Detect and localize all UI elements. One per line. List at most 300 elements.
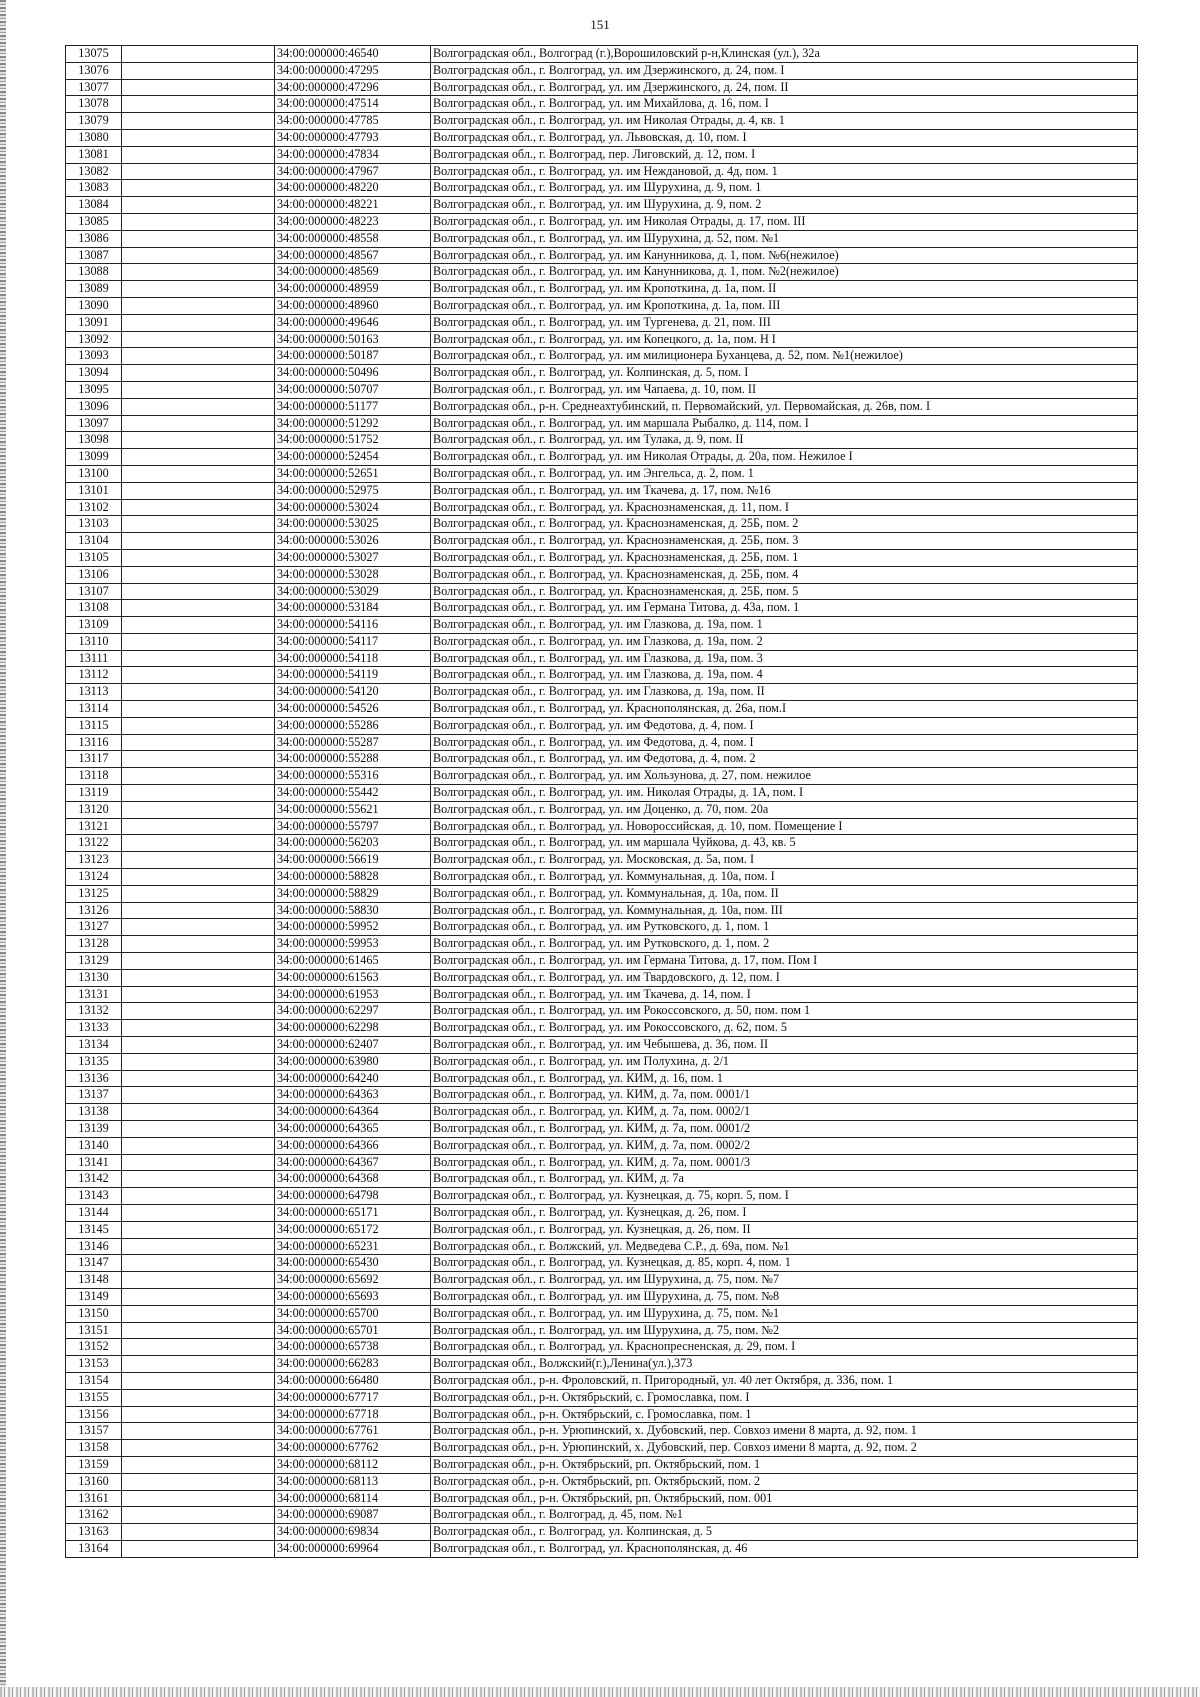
table-row [66,1053,1138,1070]
address-cell: Волгоградская обл., р-н. Урюпинский, х. Дубовский, пер. Совхоз имени 8 марта, д. 92, пом. 1 [431,1423,1138,1440]
row-number-cell: 13120 [66,801,122,818]
table-row [66,734,1138,751]
cadastral-number-cell: 34:00:000000:65700 [275,1305,431,1322]
row-number-cell: 13124 [66,869,122,886]
blank-cell [122,583,275,600]
table-row [66,751,1138,768]
table-row [66,213,1138,230]
blank-cell [122,1087,275,1104]
cadastral-number-cell: 34:00:000000:67762 [275,1440,431,1457]
cadastral-number-cell: 34:00:000000:51292 [275,415,431,432]
table-row [66,902,1138,919]
blank-cell [122,1221,275,1238]
address-cell: Волгоградская обл., г. Волгоград, ул. им Рутковского, д. 1, пом. 2 [431,936,1138,953]
blank-cell [122,566,275,583]
address-cell: Волгоградская обл., г. Волгоград, ул. Кузнецкая, д. 26, пом. I [431,1204,1138,1221]
address-cell: Волгоградская обл., г. Волгоград, ул. КИМ, д. 7а, пом. 0002/2 [431,1137,1138,1154]
blank-cell [122,113,275,130]
cadastral-number-cell: 34:00:000000:52651 [275,465,431,482]
cadastral-number-cell: 34:00:000000:52454 [275,449,431,466]
cadastral-number-cell: 34:00:000000:52975 [275,482,431,499]
page-number: 151 [590,17,610,32]
blank-cell [122,146,275,163]
blank-cell [122,1456,275,1473]
table-row [66,969,1138,986]
address-cell: Волгоградская обл., г. Волжский, ул. Медведева С.Р., д. 69а, пом. №1 [431,1238,1138,1255]
cadastral-number-cell: 34:00:000000:53028 [275,566,431,583]
cadastral-number-cell: 34:00:000000:59952 [275,919,431,936]
table-row [66,1339,1138,1356]
row-number-cell: 13112 [66,667,122,684]
cadastral-number-cell: 34:00:000000:67718 [275,1406,431,1423]
row-number-cell: 13123 [66,852,122,869]
blank-cell [122,1423,275,1440]
row-number-cell: 13163 [66,1524,122,1541]
blank-cell [122,1255,275,1272]
row-number-cell: 13150 [66,1305,122,1322]
table-row [66,1070,1138,1087]
address-cell: Волгоградская обл., г. Волгоград, ул. им Тургенева, д. 21, пом. III [431,314,1138,331]
cadastral-number-cell: 34:00:000000:48223 [275,213,431,230]
row-number-cell: 13119 [66,785,122,802]
cadastral-number-cell: 34:00:000000:47793 [275,129,431,146]
row-number-cell: 13083 [66,180,122,197]
address-cell: Волгоградская обл., г. Волгоград, ул. им Кропоткина, д. 1а, пом. III [431,297,1138,314]
cadastral-number-cell: 34:00:000000:65430 [275,1255,431,1272]
blank-cell [122,902,275,919]
blank-cell [122,835,275,852]
row-number-cell: 13129 [66,953,122,970]
row-number-cell: 13078 [66,96,122,113]
cadastral-number-cell: 34:00:000000:54118 [275,650,431,667]
blank-cell [122,163,275,180]
blank-cell [122,600,275,617]
cadastral-number-cell: 34:00:000000:53029 [275,583,431,600]
table-row [66,617,1138,634]
table-row [66,583,1138,600]
blank-cell [122,516,275,533]
cadastral-number-cell: 34:00:000000:65738 [275,1339,431,1356]
row-number-cell: 13101 [66,482,122,499]
row-number-cell: 13080 [66,129,122,146]
address-cell: Волгоградская обл., г. Волгоград, ул. Колпинская, д. 5 [431,1524,1138,1541]
blank-cell [122,96,275,113]
cadastral-number-cell: 34:00:000000:64368 [275,1171,431,1188]
cadastral-number-cell: 34:00:000000:67761 [275,1423,431,1440]
row-number-cell: 13133 [66,1020,122,1037]
cadastral-number-cell: 34:00:000000:69964 [275,1540,431,1557]
address-cell: Волгоградская обл., г. Волгоград, ул. Краснополянская, д. 26а, пом.I [431,701,1138,718]
row-number-cell: 13130 [66,969,122,986]
blank-cell [122,617,275,634]
table-row [66,348,1138,365]
blank-cell [122,197,275,214]
blank-cell [122,46,275,63]
blank-cell [122,1322,275,1339]
address-cell: Волгоградская обл., г. Волгоград, ул. КИМ, д. 7а, пом. 0001/1 [431,1087,1138,1104]
cadastral-number-cell: 34:00:000000:48569 [275,264,431,281]
table-row [66,46,1138,63]
table-row [66,146,1138,163]
address-cell: Волгоградская обл., г. Волгоград, ул. им Глазкова, д. 19а, пом. 2 [431,633,1138,650]
address-cell: Волгоградская обл., г. Волгоград, ул. им Николая Отрады, д. 17, пом. III [431,213,1138,230]
address-cell: Волгоградская обл., г. Волгоград, ул. Московская, д. 5а, пом. I [431,852,1138,869]
address-cell: Волгоградская обл., г. Волгоград, ул. им Чапаева, д. 10, пом. II [431,381,1138,398]
row-number-cell: 13126 [66,902,122,919]
blank-cell [122,818,275,835]
row-number-cell: 13155 [66,1389,122,1406]
address-cell: Волгоградская обл., г. Волгоград, ул. им Рокоссовского, д. 62, пом. 5 [431,1020,1138,1037]
row-number-cell: 13088 [66,264,122,281]
table-row [66,365,1138,382]
address-cell: Волгоградская обл., г. Волгоград, ул. им Шурухина, д. 75, пом. №2 [431,1322,1138,1339]
blank-cell [122,885,275,902]
address-cell: Волгоградская обл., г. Волгоград, ул. Новороссийская, д. 10, пом. Помещение I [431,818,1138,835]
address-cell: Волгоградская обл., Волгоград (г.),Ворошиловский р-н,Клинская (ул.), 32а [431,46,1138,63]
table-row [66,1440,1138,1457]
cadastral-number-cell: 34:00:000000:66480 [275,1372,431,1389]
address-cell: Волгоградская обл., г. Волгоград, ул. им Хользунова, д. 27, пом. нежилое [431,768,1138,785]
cadastral-number-cell: 34:00:000000:48567 [275,247,431,264]
table-row [66,1372,1138,1389]
cadastral-number-cell: 34:00:000000:63980 [275,1053,431,1070]
row-number-cell: 13162 [66,1507,122,1524]
address-cell: Волгоградская обл., г. Волгоград, ул. им Чебышева, д. 36, пом. II [431,1037,1138,1054]
address-cell: Волгоградская обл., г. Волгоград, ул. им Доценко, д. 70, пом. 20а [431,801,1138,818]
address-cell: Волгоградская обл., г. Волгоград, ул. им Шурухина, д. 9, пом. 2 [431,197,1138,214]
blank-cell [122,281,275,298]
blank-cell [122,919,275,936]
blank-cell [122,247,275,264]
row-number-cell: 13100 [66,465,122,482]
table-row [66,1272,1138,1289]
registry-table-body [66,46,1138,1558]
cadastral-number-cell: 34:00:000000:47967 [275,163,431,180]
address-cell: Волгоградская обл., г. Волгоград, ул. Кузнецкая, д. 75, корп. 5, пом. I [431,1188,1138,1205]
cadastral-number-cell: 34:00:000000:64363 [275,1087,431,1104]
blank-cell [122,1540,275,1557]
address-cell: Волгоградская обл., г. Волгоград, ул. им Твардовского, д. 12, пом. I [431,969,1138,986]
cadastral-number-cell: 34:00:000000:47514 [275,96,431,113]
blank-cell [122,1104,275,1121]
cadastral-number-cell: 34:00:000000:62298 [275,1020,431,1037]
address-cell: Волгоградская обл., г. Волгоград, ул. им Дзержинского, д. 24, пом. II [431,79,1138,96]
cadastral-number-cell: 34:00:000000:54120 [275,684,431,701]
row-number-cell: 13117 [66,751,122,768]
row-number-cell: 13075 [66,46,122,63]
row-number-cell: 13092 [66,331,122,348]
row-number-cell: 13125 [66,885,122,902]
cadastral-number-cell: 34:00:000000:54119 [275,667,431,684]
cadastral-number-cell: 34:00:000000:58828 [275,869,431,886]
table-row [66,1003,1138,1020]
table-row [66,549,1138,566]
table-row [66,230,1138,247]
blank-cell [122,1238,275,1255]
address-cell: Волгоградская обл., г. Волгоград, ул. им. Николая Отрады, д. 1А, пом. I [431,785,1138,802]
address-cell: Волгоградская обл., г. Волгоград, ул. им Канунникова, д. 1, пом. №6(нежилое) [431,247,1138,264]
table-row [66,633,1138,650]
cadastral-number-cell: 34:00:000000:65701 [275,1322,431,1339]
cadastral-number-cell: 34:00:000000:56203 [275,835,431,852]
row-number-cell: 13159 [66,1456,122,1473]
cadastral-number-cell: 34:00:000000:54117 [275,633,431,650]
row-number-cell: 13090 [66,297,122,314]
row-number-cell: 13094 [66,365,122,382]
table-row [66,482,1138,499]
address-cell: Волгоградская обл., р-н. Октябрьский, рп. Октябрьский, пом. 2 [431,1473,1138,1490]
table-row [66,197,1138,214]
scan-edge-bottom [0,1687,1200,1697]
row-number-cell: 13085 [66,213,122,230]
blank-cell [122,785,275,802]
table-row [66,835,1138,852]
row-number-cell: 13084 [66,197,122,214]
address-cell: Волгоградская обл., р-н. Октябрьский, с. Громославка, пом. 1 [431,1406,1138,1423]
blank-cell [122,230,275,247]
row-number-cell: 13147 [66,1255,122,1272]
blank-cell [122,533,275,550]
cadastral-number-cell: 34:00:000000:62297 [275,1003,431,1020]
cadastral-number-cell: 34:00:000000:47296 [275,79,431,96]
blank-cell [122,1188,275,1205]
cadastral-number-cell: 34:00:000000:55621 [275,801,431,818]
cadastral-number-cell: 34:00:000000:65231 [275,1238,431,1255]
blank-cell [122,1389,275,1406]
blank-cell [122,465,275,482]
blank-cell [122,701,275,718]
row-number-cell: 13140 [66,1137,122,1154]
address-cell: Волгоградская обл., г. Волгоград, ул. Коммунальная, д. 10а, пом. II [431,885,1138,902]
address-cell: Волгоградская обл., г. Волгоград, ул. им Глазкова, д. 19а, пом. 1 [431,617,1138,634]
table-row [66,398,1138,415]
cadastral-number-cell: 34:00:000000:53026 [275,533,431,550]
blank-cell [122,79,275,96]
row-number-cell: 13115 [66,717,122,734]
table-row [66,785,1138,802]
address-cell: Волгоградская обл., г. Волгоград, ул. Кузнецкая, д. 85, корп. 4, пом. 1 [431,1255,1138,1272]
address-cell: Волгоградская обл., г. Волгоград, ул. им Шурухина, д. 75, пом. №8 [431,1288,1138,1305]
row-number-cell: 13151 [66,1322,122,1339]
table-row [66,936,1138,953]
row-number-cell: 13087 [66,247,122,264]
table-row [66,297,1138,314]
row-number-cell: 13149 [66,1288,122,1305]
table-row [66,1322,1138,1339]
row-number-cell: 13160 [66,1473,122,1490]
table-row [66,1473,1138,1490]
row-number-cell: 13156 [66,1406,122,1423]
address-cell: Волгоградская обл., Волжский(г.),Ленина(ул.),373 [431,1356,1138,1373]
table-row [66,314,1138,331]
address-cell: Волгоградская обл., г. Волгоград, ул. им Михайлова, д. 16, пом. I [431,96,1138,113]
row-number-cell: 13131 [66,986,122,1003]
cadastral-number-cell: 34:00:000000:47834 [275,146,431,163]
table-row [66,717,1138,734]
address-cell: Волгоградская обл., г. Волгоград, ул. Краснознаменская, д. 11, пом. I [431,499,1138,516]
blank-cell [122,852,275,869]
cadastral-number-cell: 34:00:000000:51177 [275,398,431,415]
cadastral-number-cell: 34:00:000000:64798 [275,1188,431,1205]
cadastral-number-cell: 34:00:000000:47295 [275,62,431,79]
row-number-cell: 13154 [66,1372,122,1389]
blank-cell [122,650,275,667]
cadastral-number-cell: 34:00:000000:50163 [275,331,431,348]
cadastral-number-cell: 34:00:000000:64240 [275,1070,431,1087]
address-cell: Волгоградская обл., г. Волгоград, ул. им Неждановой, д. 4д, пом. 1 [431,163,1138,180]
address-cell: Волгоградская обл., г. Волгоград, ул. Краснознаменская, д. 25Б, пом. 2 [431,516,1138,533]
table-row [66,499,1138,516]
row-number-cell: 13082 [66,163,122,180]
address-cell: Волгоградская обл., г. Волгоград, ул. им Дзержинского, д. 24, пом. I [431,62,1138,79]
row-number-cell: 13141 [66,1154,122,1171]
table-row [66,650,1138,667]
blank-cell [122,1406,275,1423]
row-number-cell: 13105 [66,549,122,566]
address-cell: Волгоградская обл., р-н. Октябрьский, рп. Октябрьский, пом. 1 [431,1456,1138,1473]
address-cell: Волгоградская обл., г. Волгоград, ул. им Тулака, д. 9, пом. II [431,432,1138,449]
cadastral-number-cell: 34:00:000000:55287 [275,734,431,751]
table-row [66,381,1138,398]
row-number-cell: 13143 [66,1188,122,1205]
blank-cell [122,633,275,650]
row-number-cell: 13138 [66,1104,122,1121]
cadastral-number-cell: 34:00:000000:50187 [275,348,431,365]
registry-table [65,45,1138,1558]
blank-cell [122,381,275,398]
table-row [66,96,1138,113]
address-cell: Волгоградская обл., г. Волгоград, ул. им Копецкого, д. 1а, пом. Н I [431,331,1138,348]
table-row [66,1020,1138,1037]
address-cell: Волгоградская обл., г. Волгоград, ул. Краснознаменская, д. 25Б, пом. 3 [431,533,1138,550]
table-row [66,1037,1138,1054]
address-cell: Волгоградская обл., г. Волгоград, ул. Краснопресненская, д. 29, пом. I [431,1339,1138,1356]
blank-cell [122,398,275,415]
address-cell: Волгоградская обл., г. Волгоград, ул. Колпинская, д. 5, пом. I [431,365,1138,382]
table-row [66,684,1138,701]
table-row [66,180,1138,197]
row-number-cell: 13077 [66,79,122,96]
row-number-cell: 13093 [66,348,122,365]
cadastral-number-cell: 34:00:000000:65172 [275,1221,431,1238]
table-row [66,1456,1138,1473]
address-cell: Волгоградская обл., г. Волгоград, ул. им Кропоткина, д. 1а, пом. II [431,281,1138,298]
address-cell: Волгоградская обл., г. Волгоград, ул. им Глазкова, д. 19а, пом. II [431,684,1138,701]
row-number-cell: 13104 [66,533,122,550]
table-row [66,566,1138,583]
row-number-cell: 13106 [66,566,122,583]
address-cell: Волгоградская обл., г. Волгоград, ул. Краснознаменская, д. 25Б, пом. 4 [431,566,1138,583]
row-number-cell: 13095 [66,381,122,398]
address-cell: Волгоградская обл., г. Волгоград, ул. КИМ, д. 7а, пом. 0001/3 [431,1154,1138,1171]
row-number-cell: 13109 [66,617,122,634]
blank-cell [122,1204,275,1221]
cadastral-number-cell: 34:00:000000:48221 [275,197,431,214]
cadastral-number-cell: 34:00:000000:64364 [275,1104,431,1121]
table-row [66,1221,1138,1238]
table-row [66,1507,1138,1524]
table-row [66,1288,1138,1305]
blank-cell [122,499,275,516]
table-row [66,1154,1138,1171]
address-cell: Волгоградская обл., г. Волгоград, ул. им Германа Титова, д. 43а, пом. 1 [431,600,1138,617]
address-cell: Волгоградская обл., г. Волгоград, ул. им милиционера Буханцева, д. 52, пом. №1(нежилое) [431,348,1138,365]
address-cell: Волгоградская обл., г. Волгоград, ул. им Ткачева, д. 17, пом. №16 [431,482,1138,499]
cadastral-number-cell: 34:00:000000:64365 [275,1121,431,1138]
table-row [66,919,1138,936]
blank-cell [122,1524,275,1541]
blank-cell [122,969,275,986]
row-number-cell: 13081 [66,146,122,163]
cadastral-number-cell: 34:00:000000:54526 [275,701,431,718]
blank-cell [122,314,275,331]
table-row [66,600,1138,617]
address-cell: Волгоградская обл., г. Волгоград, ул. им Ткачева, д. 14, пом. I [431,986,1138,1003]
address-cell: Волгоградская обл., г. Волгоград, ул. КИМ, д. 7а, пом. 0001/2 [431,1121,1138,1138]
row-number-cell: 13107 [66,583,122,600]
blank-cell [122,936,275,953]
address-cell: Волгоградская обл., г. Волгоград, пер. Лиговский, д. 12, пом. I [431,146,1138,163]
blank-cell [122,801,275,818]
blank-cell [122,1356,275,1373]
blank-cell [122,717,275,734]
row-number-cell: 13079 [66,113,122,130]
row-number-cell: 13152 [66,1339,122,1356]
table-row [66,818,1138,835]
blank-cell [122,264,275,281]
address-cell: Волгоградская обл., г. Волгоград, ул. им Рутковского, д. 1, пом. 1 [431,919,1138,936]
cadastral-number-cell: 34:00:000000:69087 [275,1507,431,1524]
table-row [66,1121,1138,1138]
row-number-cell: 13116 [66,734,122,751]
blank-cell [122,348,275,365]
row-number-cell: 13118 [66,768,122,785]
blank-cell [122,1473,275,1490]
blank-cell [122,1339,275,1356]
blank-cell [122,1305,275,1322]
address-cell: Волгоградская обл., г. Волгоград, ул. им Энгельса, д. 2, пом. 1 [431,465,1138,482]
table-row [66,1524,1138,1541]
blank-cell [122,1490,275,1507]
row-number-cell: 13076 [66,62,122,79]
address-cell: Волгоградская обл., р-н. Октябрьский, с. Громославка, пом. I [431,1389,1138,1406]
blank-cell [122,1272,275,1289]
row-number-cell: 13127 [66,919,122,936]
table-row [66,129,1138,146]
blank-cell [122,1037,275,1054]
row-number-cell: 13098 [66,432,122,449]
table-row [66,1490,1138,1507]
row-number-cell: 13134 [66,1037,122,1054]
row-number-cell: 13153 [66,1356,122,1373]
table-row [66,1238,1138,1255]
address-cell: Волгоградская обл., р-н. Урюпинский, х. Дубовский, пер. Совхоз имени 8 марта, д. 92, пом. 2 [431,1440,1138,1457]
row-number-cell: 13097 [66,415,122,432]
address-cell: Волгоградская обл., г. Волгоград, ул. КИМ, д. 16, пом. 1 [431,1070,1138,1087]
cadastral-number-cell: 34:00:000000:65692 [275,1272,431,1289]
blank-cell [122,1003,275,1020]
address-cell: Волгоградская обл., р-н. Октябрьский, рп. Октябрьский, пом. 001 [431,1490,1138,1507]
row-number-cell: 13096 [66,398,122,415]
table-row [66,869,1138,886]
cadastral-number-cell: 34:00:000000:46540 [275,46,431,63]
row-number-cell: 13121 [66,818,122,835]
table-row [66,281,1138,298]
cadastral-number-cell: 34:00:000000:68112 [275,1456,431,1473]
row-number-cell: 13137 [66,1087,122,1104]
address-cell: Волгоградская обл., г. Волгоград, ул. им Федотова, д. 4, пом. 2 [431,751,1138,768]
table-row [66,1305,1138,1322]
